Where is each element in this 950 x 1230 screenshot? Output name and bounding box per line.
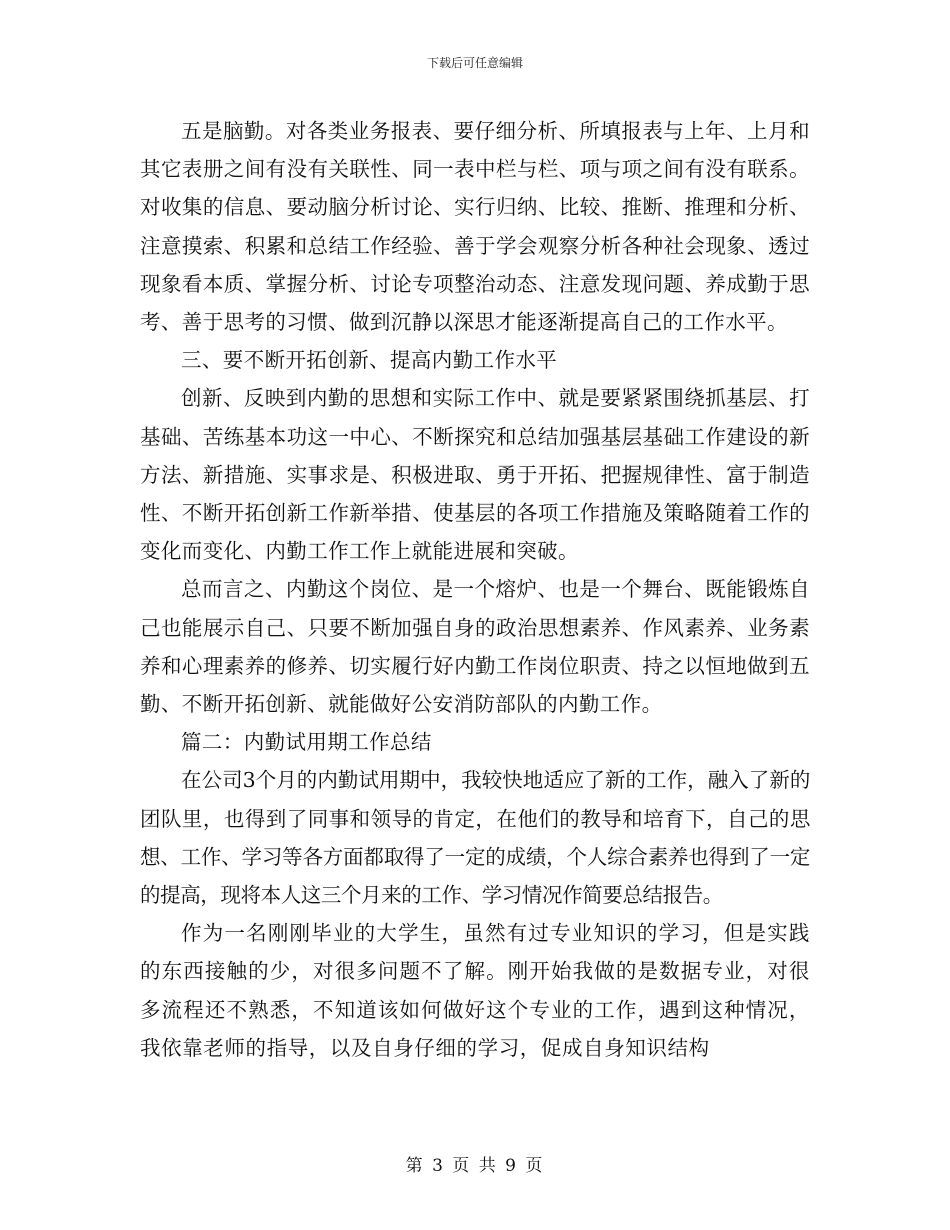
paragraph: 创新、反映到内勤的思想和实际工作中、就是要紧紧围绕抓基层、打基础、苦练基本功这一中心、不断探究和总结加强基层基础工作建设的新方法、新措施、实事求是、积极进取、勇于开拓、把握规律性、富于制造性、不断开拓创新工作新举措、使基层的各项工作措施及策略随着工作的变化而变化、内勤工作工作上就能进展和突破。 bbox=[140, 386, 810, 564]
document-body bbox=[140, 112, 810, 1067]
paragraph: 作为一名刚刚毕业的大学生，虽然有过专业知识的学习，但是实践的东西接触的少，对很多问题不了解。刚开始我做的是数据专业，对很多流程还不熟悉，不知道该如何做好这个专业的工作，遇到这种情况，我依靠老师的指导，以及自身仔细的学习，促成自身知识结构 bbox=[140, 921, 810, 1060]
section-heading: 篇二：内勤试用期工作总结 bbox=[181, 730, 432, 755]
paragraph: 总而言之、内勤这个岗位、是一个熔炉、也是一个舞台、既能锻炼自己也能展示自己、只要不断加强自身的政治思想素养、作风素养、业务素养和心理素养的修养、切实履行好内勤工作岗位职责、持之以恒地做到五勤、不断开拓创新、就能做好公安消防部队的内勤工作。 bbox=[140, 577, 810, 717]
page-number: 第 3 页 共 9 页 bbox=[405, 1156, 545, 1176]
section-heading: 三、要不断开拓创新、提高内勤工作水平 bbox=[181, 348, 558, 373]
paragraph: 五是脑勤。对各类业务报表、要仔细分析、所填报表与上年、上月和其它表册之间有没有关联性、同一表中栏与栏、项与项之间有没有联系。对收集的信息、要动脑分析讨论、实行归纳、比较、推断、推理和分析、注意摸索、积累和总结工作经验、善于学会观察分析各种社会现象、透过现象看本质、掌握分析、讨论专项整治动态、注意发现问题、养成勤于思考、善于思考的习惯、做到沉静以深思才能逐渐提高自己的工作水平。 bbox=[140, 119, 810, 335]
paragraph: 在公司3个月的内勤试用期中，我较快地适应了新的工作，融入了新的团队里，也得到了同事和领导的肯定，在他们的教导和培育下，自己的思想、工作、学习等各方面都取得了一定的成绩，个人综合素养也得到了一定的提高，现将本人这三个月来的工作、学习情况作简要总结报告。 bbox=[140, 768, 810, 908]
page-header: 下载后可任意编辑 bbox=[426, 56, 523, 70]
